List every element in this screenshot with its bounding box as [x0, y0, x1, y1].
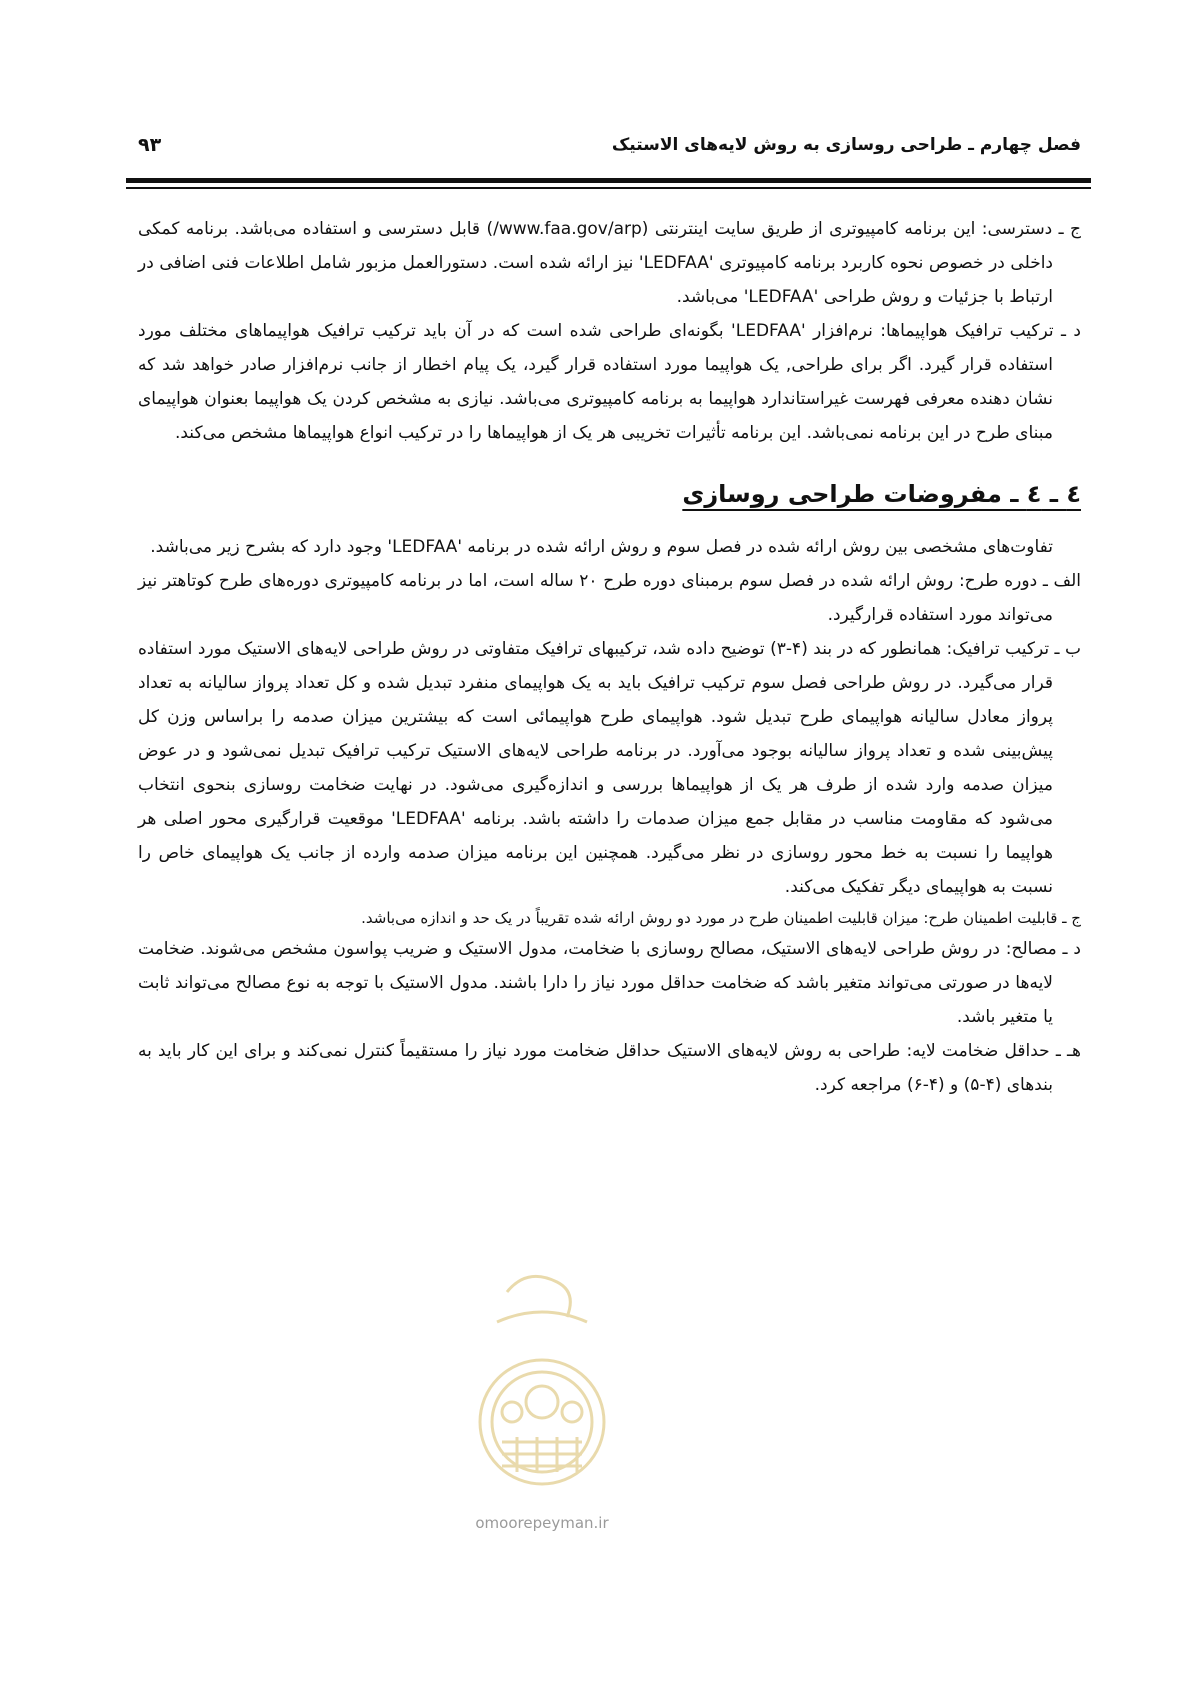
section-intro: تفاوت‌های مشخصی بین روش ارائه شده در فصل سوم و روش ارائه شده در برنامه 'LEDFAA' وجود دارد که بشرح زیر می‌باشد.: [150, 537, 1053, 557]
item-access: ج ـ دسترسی: این برنامه کامپیوتری از طریق سایت اینترنتی (www.faa.gov/arp/) قابل دسترسی و استفاده می‌باشد. برنامه کمکی داخلی در خصوص نحوه کاربرد برنامه کامپیوتری 'LEDFAA' نیز ارائه شده است. دستورالعمل مزبور شامل اطلاعات فنی اضافی در ارتباط با جزئیات و روش طراحی 'LEDFAA' می‌باشد.: [138, 219, 1081, 307]
page-header: [138, 128, 1081, 162]
item-design-period: الف ـ دوره طرح: روش ارائه شده در فصل سوم برمبنای دوره طرح ۲۰ ساله است، اما در برنامه کامپیوتری دوره‌های طرح کوتاهتر نیز می‌تواند مورد استفاده قرارگیرد.: [138, 571, 1081, 625]
item-traffic-mix: ب ـ ترکیب ترافیک: همانطور که در بند (۴-۳) توضیح داده شد، ترکیبهای ترافیک متفاوتی در روش طراحی لایه‌های الاستیک مورد استفاده قرار می‌گیرد. در روش طراحی فصل سوم ترکیب ترافیک باید به یک هواپیمای منفرد تبدیل شده و کل تعداد پرواز سالیانه به تعداد پرواز معادل سالیانه هواپیمای طرح تبدیل شود. هواپیمای طرح هواپیمائی است که بیشترین میزان صدمه را براساس وزن کل پیش‌بینی شده و تعداد پرواز سالیانه بوجود می‌آورد. در برنامه طراحی لایه‌های الاستیک ترکیب ترافیک تبدیل نمی‌شود و در عوض میزان صدمه وارد شده از طرف هر یک از هواپیماها بررسی و اندازه‌گیری می‌شود. در نهایت ضخامت روسازی بنحوی انتخاب می‌شود که مقاومت مناسب در مقابل جمع میزان صدمات را داشته باشد. برنامه 'LEDFAA' موقعیت قرارگیری محور اصلی هر هواپیما را نسبت به خط محور روسازی در نظر می‌گیرد. همچنین این برنامه میزان صدمه وارده از جانب یک هواپیمای خاص را نسبت به هواپیمای دیگر تفکیک می‌کند.: [138, 639, 1081, 897]
header-rule-thick: [126, 178, 1091, 183]
chapter-title: فصل چهارم ـ طراحی روسازی به روش لایه‌های الاستیک: [611, 135, 1081, 155]
publisher-seal-icon: [467, 1262, 617, 1512]
item-minimum-layer-thickness: هـ ـ حداقل ضخامت لایه: طراحی به روش لایه‌های الاستیک حداقل ضخامت مورد نیاز را مستقیماً کنترل نمی‌کند و برای این کار باید به بندهای (۴-۵) و (۴-۶) مراجعه کرد.: [138, 1041, 1081, 1095]
section-heading: [138, 480, 1081, 508]
page-content: [138, 212, 1081, 1102]
publisher-watermark: [462, 1262, 622, 1542]
page-number: ۹۳: [138, 134, 162, 156]
watermark-url: omoorepeyman.ir: [475, 1514, 609, 1532]
item-aircraft-traffic-mix: د ـ ترکیب ترافیک هواپیماها: نرم‌افزار 'LEDFAA' بگونه‌ای طراحی شده است که در آن باید ترکیب ترافیک هواپیماهای مختلف مورد استفاده قرار گیرد. اگر برای طراحی, یک هواپیما مورد استفاده قرار گیرد، یک پیام اخطار از جانب نرم‌افزار صادر خواهد شد که نشان دهنده معرفی فهرست غیراستاندارد هواپیما به برنامه کامپیوتری می‌باشد. نیازی به مشخص کردن یک هواپیما بعنوان هواپیمای مبنای طرح در این برنامه نمی‌باشد. این برنامه تأثیرات تخریبی هر یک از هواپیماها را در ترکیب انواع هواپیماها مشخص می‌کند.: [138, 321, 1081, 443]
section-heading-text: ٤ ـ ٤ ـ مفروضات طراحی روسازی: [682, 480, 1081, 508]
item-design-reliability: ج ـ قابلیت اطمینان طرح: میزان قابلیت اطمینان طرح در مورد دو روش ارائه شده تقریباً در یک حد و اندازه می‌باشد.: [361, 909, 1081, 927]
header-rule-thin: [126, 187, 1091, 189]
item-materials: د ـ مصالح: در روش طراحی لایه‌های الاستیک، مصالح روسازی با ضخامت، مدول الاستیک و ضریب پواسون مشخص می‌شوند. ضخامت لایه‌ها در صورتی می‌تواند متغیر باشد که ضخامت حداقل مورد نیاز را دارا باشند. مدول الاستیک با توجه به نوع مصالح می‌تواند ثابت یا متغیر باشد.: [138, 939, 1081, 1027]
